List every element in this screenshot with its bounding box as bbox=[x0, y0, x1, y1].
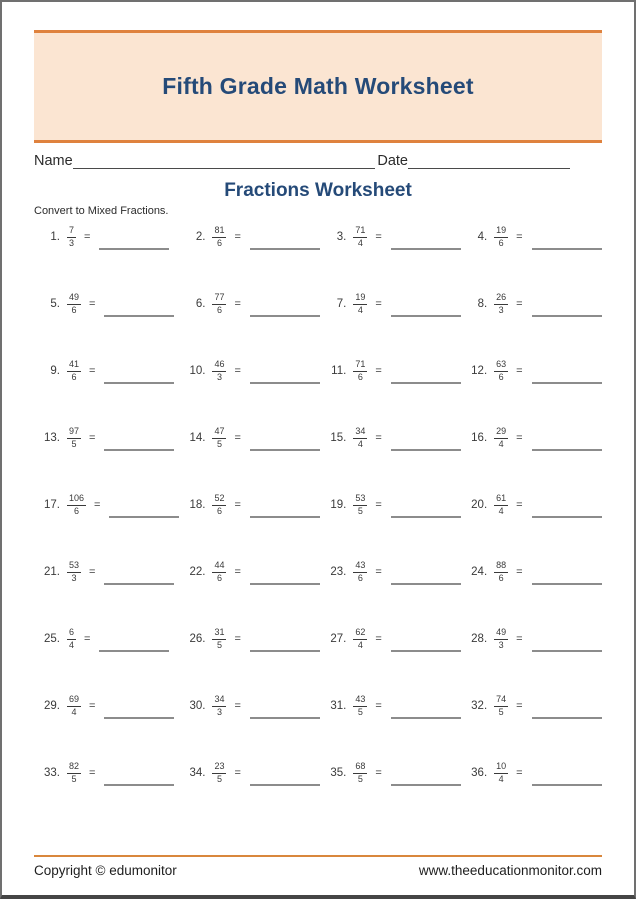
equals-sign: = bbox=[234, 700, 241, 712]
problem-item bbox=[461, 358, 602, 384]
equals-sign: = bbox=[375, 365, 382, 377]
fraction-denominator: 4 bbox=[357, 237, 363, 248]
answer-blank[interactable] bbox=[250, 247, 320, 250]
problem-item bbox=[461, 693, 602, 719]
fraction-numerator: 23 bbox=[212, 762, 226, 774]
fraction-numerator: 31 bbox=[212, 628, 226, 640]
equals-sign: = bbox=[516, 365, 523, 377]
answer-blank[interactable] bbox=[532, 381, 602, 384]
fraction-denominator: 4 bbox=[498, 505, 504, 516]
equals-sign: = bbox=[234, 499, 241, 511]
fraction bbox=[494, 561, 508, 584]
fraction-numerator: 43 bbox=[353, 695, 367, 707]
problem-number: 2. bbox=[195, 231, 206, 243]
problem-item bbox=[320, 291, 461, 317]
equals-sign: = bbox=[234, 566, 241, 578]
problem-number: 24. bbox=[471, 566, 488, 578]
problem-item bbox=[179, 425, 320, 451]
fraction-denominator: 3 bbox=[216, 706, 222, 717]
problem-item bbox=[34, 760, 179, 786]
fraction-denominator: 4 bbox=[357, 304, 363, 315]
problem-number: 1. bbox=[50, 231, 60, 243]
fraction bbox=[353, 695, 367, 718]
answer-blank[interactable] bbox=[391, 247, 461, 250]
answer-blank[interactable] bbox=[391, 448, 461, 451]
equals-sign: = bbox=[89, 432, 96, 444]
equals-sign: = bbox=[375, 432, 382, 444]
fraction-denominator: 3 bbox=[69, 237, 75, 248]
fraction-denominator: 5 bbox=[71, 438, 77, 449]
fraction-denominator: 5 bbox=[216, 438, 222, 449]
answer-blank[interactable] bbox=[250, 381, 320, 384]
fraction-numerator: 106 bbox=[67, 494, 86, 506]
problem-item bbox=[179, 358, 320, 384]
fraction bbox=[67, 561, 81, 584]
equals-sign: = bbox=[89, 700, 96, 712]
fraction bbox=[353, 427, 367, 450]
equals-sign: = bbox=[89, 566, 96, 578]
problem-number: 25. bbox=[44, 633, 60, 645]
problems-grid bbox=[34, 224, 602, 786]
answer-blank[interactable] bbox=[99, 247, 169, 250]
answer-blank[interactable] bbox=[109, 515, 179, 518]
fraction bbox=[353, 360, 367, 383]
problem-number: 9. bbox=[50, 365, 60, 377]
fraction-numerator: 26 bbox=[494, 293, 508, 305]
problem-item bbox=[320, 492, 461, 518]
problem-number: 3. bbox=[336, 231, 347, 243]
page-title: Fifth Grade Math Worksheet bbox=[162, 73, 474, 99]
fraction bbox=[494, 293, 508, 316]
fraction bbox=[353, 561, 367, 584]
problem-number: 20. bbox=[471, 499, 488, 511]
fraction bbox=[212, 494, 226, 517]
answer-blank[interactable] bbox=[532, 314, 602, 317]
equals-sign: = bbox=[84, 633, 91, 645]
fraction-numerator: 34 bbox=[353, 427, 367, 439]
problem-item bbox=[179, 626, 320, 652]
problem-item bbox=[461, 760, 602, 786]
problem-item bbox=[320, 693, 461, 719]
fraction-numerator: 53 bbox=[67, 561, 81, 573]
problem-item bbox=[461, 224, 602, 250]
problem-item bbox=[34, 358, 179, 384]
problem-number: 31. bbox=[330, 700, 347, 712]
fraction-numerator: 53 bbox=[353, 494, 367, 506]
fraction-denominator: 3 bbox=[71, 572, 77, 583]
fraction-numerator: 61 bbox=[494, 494, 508, 506]
date-input-line[interactable] bbox=[408, 153, 570, 169]
fraction-denominator: 4 bbox=[357, 639, 363, 650]
fraction bbox=[67, 427, 81, 450]
equals-sign: = bbox=[234, 432, 241, 444]
answer-blank[interactable] bbox=[99, 649, 169, 652]
fraction bbox=[67, 494, 86, 517]
fraction-denominator: 6 bbox=[357, 572, 363, 583]
fraction-numerator: 81 bbox=[212, 226, 226, 238]
problem-item bbox=[320, 559, 461, 585]
fraction-denominator: 5 bbox=[498, 706, 504, 717]
problem-number: 22. bbox=[189, 566, 206, 578]
fraction-denominator: 6 bbox=[216, 304, 222, 315]
answer-blank[interactable] bbox=[391, 649, 461, 652]
fraction-numerator: 7 bbox=[67, 226, 76, 238]
equals-sign: = bbox=[234, 633, 241, 645]
fraction-numerator: 47 bbox=[212, 427, 226, 439]
problem-item bbox=[34, 626, 179, 652]
problem-number: 33. bbox=[44, 767, 60, 779]
fraction-numerator: 71 bbox=[353, 360, 367, 372]
equals-sign: = bbox=[234, 767, 241, 779]
fraction bbox=[494, 762, 508, 785]
fraction-numerator: 46 bbox=[212, 360, 226, 372]
fraction-numerator: 63 bbox=[494, 360, 508, 372]
fraction-numerator: 88 bbox=[494, 561, 508, 573]
equals-sign: = bbox=[375, 231, 382, 243]
fraction bbox=[212, 427, 226, 450]
answer-blank[interactable] bbox=[532, 716, 602, 719]
fraction-denominator: 3 bbox=[498, 304, 504, 315]
fraction bbox=[67, 226, 76, 249]
equals-sign: = bbox=[375, 633, 382, 645]
equals-sign: = bbox=[94, 499, 101, 511]
problem-item bbox=[34, 291, 179, 317]
fraction-numerator: 29 bbox=[494, 427, 508, 439]
fraction-denominator: 3 bbox=[216, 371, 222, 382]
equals-sign: = bbox=[516, 231, 523, 243]
fraction-denominator: 6 bbox=[216, 237, 222, 248]
fraction-numerator: 62 bbox=[353, 628, 367, 640]
equals-sign: = bbox=[375, 298, 382, 310]
answer-blank[interactable] bbox=[250, 515, 320, 518]
problem-number: 5. bbox=[50, 298, 60, 310]
fraction-denominator: 5 bbox=[216, 639, 222, 650]
fraction-numerator: 71 bbox=[353, 226, 367, 238]
problem-number: 19. bbox=[330, 499, 347, 511]
answer-blank[interactable] bbox=[250, 716, 320, 719]
fraction-numerator: 68 bbox=[353, 762, 367, 774]
answer-blank[interactable] bbox=[391, 515, 461, 518]
fraction-numerator: 44 bbox=[212, 561, 226, 573]
header-band bbox=[34, 30, 602, 143]
fraction-numerator: 97 bbox=[67, 427, 81, 439]
problem-item bbox=[34, 224, 179, 250]
problem-number: 30. bbox=[189, 700, 206, 712]
answer-blank[interactable] bbox=[532, 448, 602, 451]
fraction-denominator: 5 bbox=[357, 773, 363, 784]
fraction bbox=[212, 293, 226, 316]
problem-number: 13. bbox=[44, 432, 60, 444]
fraction bbox=[494, 695, 508, 718]
problem-number: 7. bbox=[336, 298, 347, 310]
fraction-denominator: 4 bbox=[71, 706, 77, 717]
fraction bbox=[494, 360, 508, 383]
fraction bbox=[494, 427, 508, 450]
fraction bbox=[353, 293, 367, 316]
fraction bbox=[212, 360, 226, 383]
problem-number: 36. bbox=[471, 767, 488, 779]
problem-number: 21. bbox=[44, 566, 60, 578]
problem-number: 12. bbox=[471, 365, 488, 377]
fraction bbox=[212, 226, 226, 249]
answer-blank[interactable] bbox=[250, 783, 320, 786]
problem-item bbox=[179, 492, 320, 518]
equals-sign: = bbox=[89, 365, 96, 377]
fraction-numerator: 43 bbox=[353, 561, 367, 573]
fraction-denominator: 5 bbox=[216, 773, 222, 784]
problem-number: 18. bbox=[189, 499, 206, 511]
problem-number: 28. bbox=[471, 633, 488, 645]
answer-blank[interactable] bbox=[104, 381, 174, 384]
answer-blank[interactable] bbox=[532, 649, 602, 652]
fraction-numerator: 82 bbox=[67, 762, 81, 774]
fraction bbox=[353, 762, 367, 785]
problem-item bbox=[320, 358, 461, 384]
fraction-numerator: 34 bbox=[212, 695, 226, 707]
fraction-denominator: 6 bbox=[498, 371, 504, 382]
problem-number: 32. bbox=[471, 700, 488, 712]
answer-blank[interactable] bbox=[250, 314, 320, 317]
problem-number: 8. bbox=[477, 298, 488, 310]
problem-item bbox=[179, 291, 320, 317]
fraction bbox=[494, 494, 508, 517]
problem-item bbox=[320, 760, 461, 786]
fraction-numerator: 6 bbox=[67, 628, 76, 640]
answer-blank[interactable] bbox=[104, 582, 174, 585]
fraction-numerator: 10 bbox=[494, 762, 508, 774]
problem-number: 15. bbox=[330, 432, 347, 444]
equals-sign: = bbox=[516, 499, 523, 511]
problem-number: 4. bbox=[477, 231, 488, 243]
fraction bbox=[212, 762, 226, 785]
fraction-numerator: 52 bbox=[212, 494, 226, 506]
problem-number: 14. bbox=[189, 432, 206, 444]
equals-sign: = bbox=[375, 700, 382, 712]
name-input-line[interactable] bbox=[73, 153, 376, 169]
fraction bbox=[67, 628, 76, 651]
fraction bbox=[353, 628, 367, 651]
fraction-numerator: 19 bbox=[353, 293, 367, 305]
fraction-denominator: 5 bbox=[71, 773, 77, 784]
fraction bbox=[353, 226, 367, 249]
fraction-denominator: 3 bbox=[498, 639, 504, 650]
fraction-denominator: 4 bbox=[69, 639, 75, 650]
equals-sign: = bbox=[375, 767, 382, 779]
equals-sign: = bbox=[516, 298, 523, 310]
fraction-denominator: 5 bbox=[357, 706, 363, 717]
fraction-denominator: 4 bbox=[498, 438, 504, 449]
fraction-denominator: 6 bbox=[71, 304, 77, 315]
problem-item bbox=[461, 291, 602, 317]
fraction-numerator: 69 bbox=[67, 695, 81, 707]
problem-item bbox=[179, 693, 320, 719]
fraction-denominator: 4 bbox=[498, 773, 504, 784]
answer-blank[interactable] bbox=[532, 783, 602, 786]
fraction-denominator: 6 bbox=[357, 371, 363, 382]
equals-sign: = bbox=[516, 432, 523, 444]
problem-item bbox=[461, 425, 602, 451]
fraction-denominator: 6 bbox=[74, 505, 80, 516]
answer-blank[interactable] bbox=[391, 783, 461, 786]
problem-item bbox=[34, 559, 179, 585]
problem-item bbox=[461, 492, 602, 518]
name-date-row bbox=[34, 149, 602, 169]
answer-blank[interactable] bbox=[391, 582, 461, 585]
footer bbox=[34, 855, 602, 878]
answer-blank[interactable] bbox=[532, 582, 602, 585]
fraction-numerator: 77 bbox=[212, 293, 226, 305]
problem-number: 26. bbox=[189, 633, 206, 645]
problem-number: 29. bbox=[44, 700, 60, 712]
fraction-numerator: 49 bbox=[494, 628, 508, 640]
fraction-denominator: 6 bbox=[71, 371, 77, 382]
answer-blank[interactable] bbox=[104, 716, 174, 719]
equals-sign: = bbox=[89, 298, 96, 310]
fraction bbox=[212, 628, 226, 651]
problem-item bbox=[34, 492, 179, 518]
fraction-denominator: 6 bbox=[498, 572, 504, 583]
problem-number: 23. bbox=[330, 566, 347, 578]
fraction bbox=[67, 360, 81, 383]
equals-sign: = bbox=[234, 298, 241, 310]
problem-number: 16. bbox=[471, 432, 488, 444]
problem-item bbox=[179, 760, 320, 786]
answer-blank[interactable] bbox=[250, 448, 320, 451]
equals-sign: = bbox=[84, 231, 91, 243]
answer-blank[interactable] bbox=[391, 716, 461, 719]
equals-sign: = bbox=[89, 767, 96, 779]
fraction bbox=[67, 695, 81, 718]
date-label: Date bbox=[377, 153, 408, 169]
fraction-denominator: 4 bbox=[357, 438, 363, 449]
answer-blank[interactable] bbox=[532, 515, 602, 518]
problem-item bbox=[179, 224, 320, 250]
fraction-denominator: 5 bbox=[357, 505, 363, 516]
problem-number: 17. bbox=[44, 499, 60, 511]
name-label: Name bbox=[34, 153, 73, 169]
problem-number: 11. bbox=[331, 365, 347, 377]
fraction bbox=[67, 293, 81, 316]
problem-item bbox=[320, 224, 461, 250]
fraction-denominator: 6 bbox=[216, 505, 222, 516]
answer-blank[interactable] bbox=[104, 314, 174, 317]
problem-item bbox=[320, 425, 461, 451]
fraction bbox=[212, 695, 226, 718]
problem-number: 34. bbox=[189, 767, 206, 779]
equals-sign: = bbox=[516, 633, 523, 645]
problem-number: 10. bbox=[189, 365, 206, 377]
equals-sign: = bbox=[516, 566, 523, 578]
fraction-denominator: 6 bbox=[216, 572, 222, 583]
instruction-text: Convert to Mixed Fractions. bbox=[34, 205, 169, 217]
fraction-numerator: 41 bbox=[67, 360, 81, 372]
fraction-denominator: 6 bbox=[498, 237, 504, 248]
equals-sign: = bbox=[516, 767, 523, 779]
equals-sign: = bbox=[516, 700, 523, 712]
answer-blank[interactable] bbox=[532, 247, 602, 250]
answer-blank[interactable] bbox=[391, 381, 461, 384]
fraction-numerator: 19 bbox=[494, 226, 508, 238]
problem-item bbox=[461, 559, 602, 585]
fraction bbox=[212, 561, 226, 584]
equals-sign: = bbox=[234, 231, 241, 243]
problem-item bbox=[34, 693, 179, 719]
problem-number: 35. bbox=[330, 767, 347, 779]
fraction bbox=[494, 226, 508, 249]
problem-item bbox=[320, 626, 461, 652]
fraction-numerator: 74 bbox=[494, 695, 508, 707]
answer-blank[interactable] bbox=[250, 582, 320, 585]
answer-blank[interactable] bbox=[104, 783, 174, 786]
problem-number: 27. bbox=[330, 633, 347, 645]
answer-blank[interactable] bbox=[104, 448, 174, 451]
problem-item bbox=[461, 626, 602, 652]
answer-blank[interactable] bbox=[391, 314, 461, 317]
equals-sign: = bbox=[375, 499, 382, 511]
website-text: www.theeducationmonitor.com bbox=[418, 863, 602, 878]
equals-sign: = bbox=[375, 566, 382, 578]
problem-item bbox=[179, 559, 320, 585]
problem-item bbox=[34, 425, 179, 451]
fraction bbox=[67, 762, 81, 785]
fraction bbox=[494, 628, 508, 651]
problem-number: 6. bbox=[195, 298, 206, 310]
equals-sign: = bbox=[234, 365, 241, 377]
copyright-text: Copyright © edumonitor bbox=[34, 863, 177, 878]
section-title: Fractions Worksheet bbox=[224, 180, 412, 201]
fraction bbox=[353, 494, 367, 517]
fraction-numerator: 49 bbox=[67, 293, 81, 305]
answer-blank[interactable] bbox=[250, 649, 320, 652]
